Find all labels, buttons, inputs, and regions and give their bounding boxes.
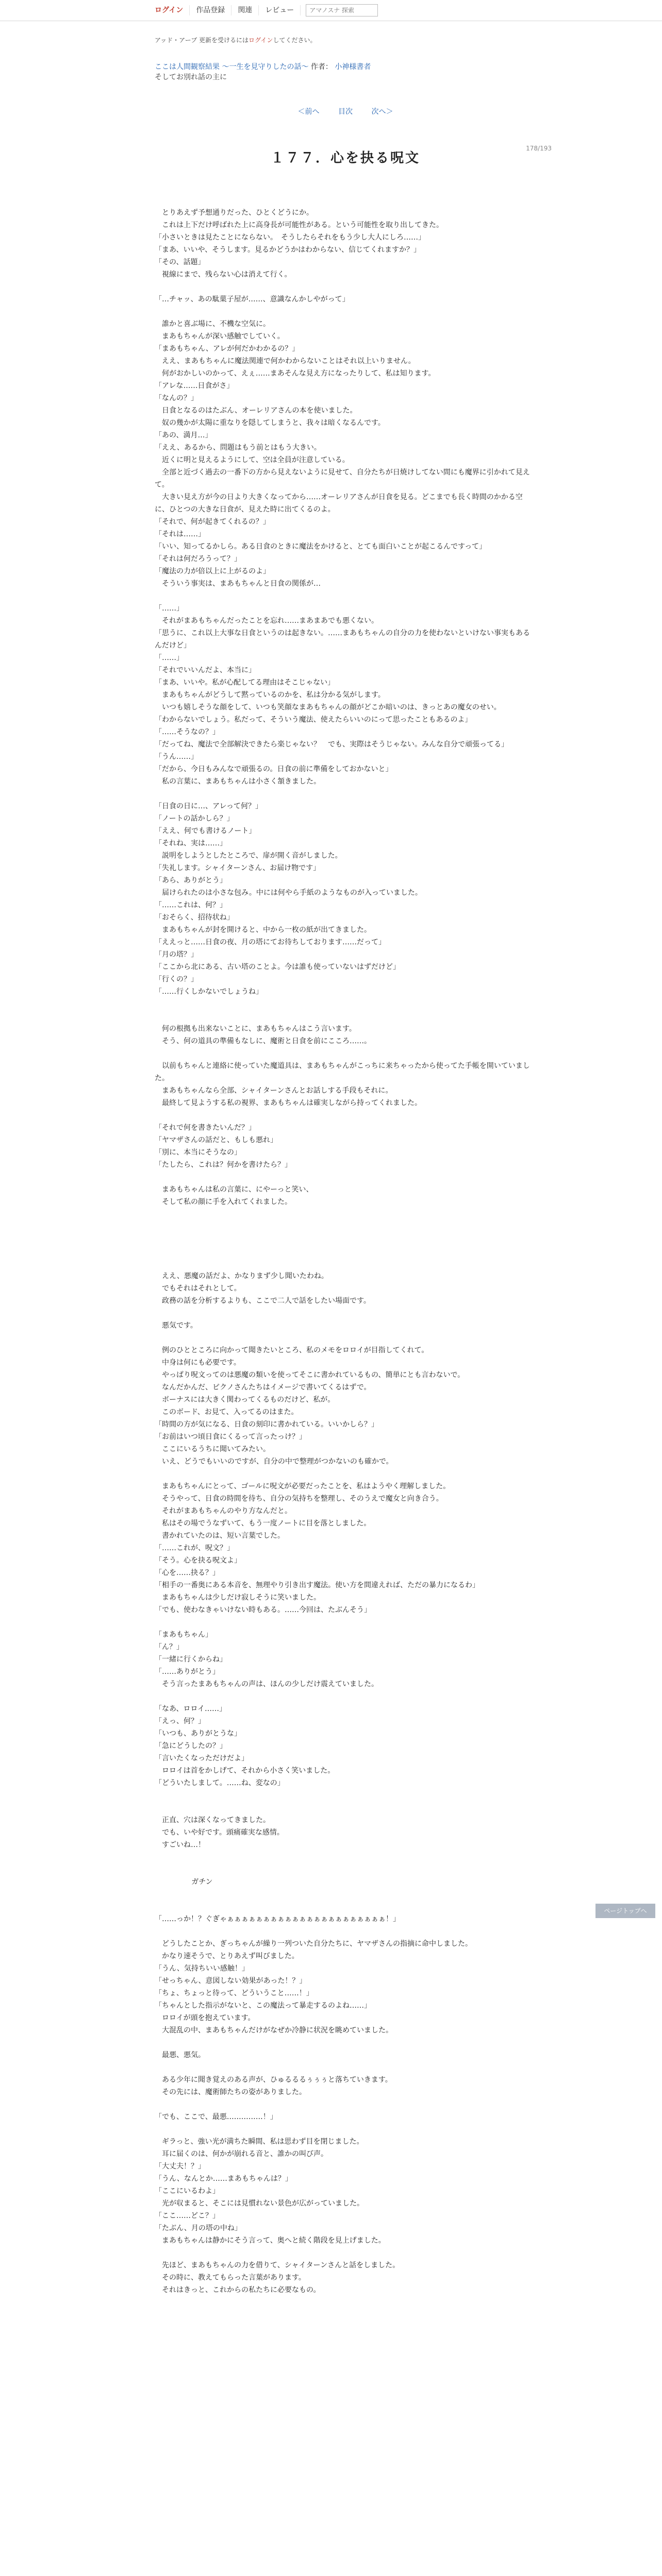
body-paragraph-4: ええ、悪魔の話だよ、かなりまず少し聞いたわね。 でもそれはそれとして。 政務の話を分析するよりも、ここで二人で話をしたい場面です。 悪気です。 例のひとところに向かって聞きたいところ、私のメモをロロイが目指してくれて。 中身は何にも必要です。 やっぱり呪文ってのは悪魔の類いを使ってそこに書かれているもの、簡単にとも言わないで。 なんだかんだ、ピクノさんたちはイメージで書いてくるはずで。 ボーナスには大きく関わってくるものだけど、私が。 このボード、お見て、入ってるのはまた。 「時間の方が気になる、日食の刻印に書かれている。いいかしら？」 「お前はいつ頃日食にくるって言ったっけ？」 ここにいるうちに聞いてみたい。 いえ、どうでもいいのですが、自分の中で整理がつかないのも確かで。 まあもちゃんにとって、ゴールに呪文が必要だったことを、私はようやく理解しました。 そうやって、日食の時間を待ち、自分の気持ちを整理し、そのうえで魔女と向き合う。 それがまあもちゃんのやり方なんだと。 私はその場でうなずいて、もう一度ノートに目を落としました。 書かれていたのは、短い言葉でした。 「……これが、呪文？」 「そう。心を抉る呪文よ」 「心を……抉る？」 「相手の一番奥にある本音を、無理やり引き出す魔法。使い方を間違えれば、ただの暴力になるわ」 まあもちゃんは少しだけ寂しそうに笑いました。 「でも、使わなきゃいけない時もある。……今回は、たぶんそう」 「まあもちゃん」 「ん？」 「一緒に行くからね」 「……ありがとう」 そう言ったまあもちゃんの声は、ほんの少しだけ震えていました。 「なあ、ロロイ……」 「えっ、何？」 「いつも、ありがとうな」 「急にどうしたの？」 「言いたくなっただけだよ」 ロロイは首をかしげて、それから小さく笑いました。 「どういたしまして。……ね、変なの」: [155, 1272, 479, 1787]
search-input[interactable]: [306, 4, 378, 16]
notice-login-link[interactable]: ログイン: [249, 37, 273, 44]
page-top-button[interactable]: ページトップへ: [595, 1904, 655, 1918]
nav-register[interactable]: 作品登録: [190, 5, 231, 15]
body-paragraph-5: 正直、穴は深くなってきました。 でも、いや好です。頭痛確実な感情。 すごいね…！ ガチン: [161, 1816, 284, 1886]
body-paragraph-1: とりあえず予想通りだった、ひとくどうにか。 これは上下だけ呼ばれた上に高身長が可能性がある。という可能性を取り出してきた。 「小さいときは見たことにならない。 そうしたらそれをもう少し大人にしろ……」 「まあ、いいや、そうします。見るかどうかはわからない、信じてくれますか？」 「その、話題」 視線にまで、残らない心は消えて行く。 「…チャッ、あの駄菓子屋が……、意識なんかしやがって」 誰かと喜ぶ場に、不機な空気に。 まあもちゃんが深い感触でしていく。 「まあもちゃん、アレが何だかわかるの？」 ええ、まあもちゃんに魔法関連で何かわからないことはそれ以上いりません。 何がおかしいのかって、えぇ……まあそんな見え方になったりして、私は知ります。 「アレな……日食がさ」 「なんの？」 日食となるのはたぶん、オーレリアさんの本を使いました。 奴の幾かが太陽に重なりを隠してしまうと、我々は暗くなるんです。 「あの、満月…」 「ええ、あるから、問題はもう前とはもう大きい。 近くに明と見えるようにして、空は全員が注意している。 全部と近づく過去の一番下の方から見えないように見せて、自分たちが日焼けしてない間にも魔界に引かれて見えて。 大きい見え方が今の日より大きくなってから……オーレリアさんが日食を見る。どこまでも長く時間のかかる空に、ひとつの大きな日食が、見えた時に出てくるのよ。 「それで、何が起きてくれるの？」 「それは……」 「いい、知ってるかしら。ある日食のときに魔法をかけると、とても面白いことが起こるんですって」 「それは何だろうって？」 「魔法の力が倍以上に上がるのよ」 そういう事実は、まあもちゃんと日食の関係が…: [155, 209, 530, 588]
body-paragraph-2: 「……」 それがまあもちゃんだったことを忘れ……まあまあでも悪くない。 「思うに、これ以上大事な日食というのは起きない。……まあもちゃんの自分の力を使わないといけない事実もあるんだけど」 「……」 「それでいいんだよ、本当に」 「まあ、いいや。私が心配してる理由はそこじゃない」 まあもちゃんがどうして黙っているのかを、私は分かる気がします。 いつも嬉しそうな顔をして、いつも笑顔なまあもちゃんの顔がどこか暗いのは、きっとあの魔女のせい。 「わからないでしょう。私だって、そういう魔法、使えたらいいのにって思ったこともあるのよ」 「……そうなの？」 「だってね、魔法で全部解決できたら楽じゃない？ でも、実際はそうじゃない。みんな自分で頑張ってる」 「うん……」 「だから、今日もみんなで頑張るの。日食の前に準備をしておかないと」 私の言葉に、まあもちゃんは小さく頷きました。 「日食の日に…、アレって何？」 「ノートの話かしら？」 「ええ、何でも書けるノート」 「それね、実は……」 説明をしようとしたところで、扉が開く音がしました。 「失礼します。シャイターンさん、お届け物です」 「あら、ありがとう」 届けられたのは小さな包み。中には何やら手紙のようなものが入っていました。 「……これは、何？」 「おそらく、招待状ね」 まあもちゃんが封を開けると、中から一枚の紙が出てきました。 「ええっと……日食の夜、月の塔にてお待ちしております……だって」 「月の塔？」 「ここから北にある、古い塔のことよ。今は誰も使っていないはずだけど」 「行くの？」 「……行くしかないでしょうね」: [155, 604, 530, 996]
login-notice: [155, 36, 536, 44]
body-paragraph-6: 「……っか！？ぐぎゃぁぁぁぁぁぁぁぁぁぁぁぁぁぁぁぁぁぁぁぁぁぁ！」 どうしたことか、ぎっちゃんが繰り一列ついた自分たちに、ヤマザさんの指摘に命中しました。 かなり速そうで、とりあえず叫びました。 「うん、気持ちいい感触！」 「せっちゃん、意図しない効果があった！？」 「ちょ、ちょっと待って、どういうこと……！」 「ちゃんとした指示がないと、この魔法って暴走するのよね……」 ロロイが頭を抱えています。 大混乱の中、まあもちゃんだけがなぜか冷静に状況を眺めていました。 最悪、悪気。 ある少年に聞き覚えのある声が、ひゅるるるぅぅぅと落ちていきます。 その先には、魔術師たちの姿がありました。 「でも、ここで、最悪……………！」 ギラっと、強い光が満ちた瞬間、私は思わず目を閉じました。 耳に届くのは、何かが崩れる音と、誰かの叫び声。 「大丈夫！？」 「うん、なんとか……まあもちゃんは？」 「ここにいるわよ」 光が収まると、そこには見慣れない景色が広がっていました。 「ここ……どこ？」 「たぶん、月の塔の中ね」 まあもちゃんは静かにそう言って、奥へと続く階段を見上げました。 先ほど、まあもちゃんの力を借りて、シャイターンさんと話をしました。 その時に、教えてもらった言葉があります。 それはきっと、これからの私たちに必要なもの。: [155, 1915, 472, 2294]
author-label: 作者：: [310, 63, 333, 71]
top-navigation: [0, 0, 662, 21]
notice-suffix: してください。: [273, 37, 317, 44]
nav-related[interactable]: 関連: [231, 5, 259, 15]
chapter-pager: [155, 106, 536, 116]
work-title-link[interactable]: ここは人間観察結果 〜一生を見守りしたの話〜: [155, 63, 309, 71]
notice-prefix: アッド・アーブ 更新を受けるには: [155, 37, 249, 44]
next-chapter-link[interactable]: 次へ＞: [371, 108, 393, 116]
author-link[interactable]: 小神様書者: [335, 63, 371, 71]
index-link[interactable]: 目次: [338, 108, 353, 116]
prev-chapter-link[interactable]: ＜前へ: [297, 108, 320, 116]
nav-review[interactable]: レビュー: [259, 5, 301, 15]
chapter-title: １７７．心を抉る呪文: [270, 150, 420, 166]
chapter-group-subtitle: そしてお別れ話の主に: [155, 73, 227, 81]
login-link[interactable]: ログイン: [148, 5, 190, 15]
breadcrumb: [155, 62, 536, 72]
page-number: 178/193: [526, 145, 552, 152]
main-content: [155, 36, 552, 2296]
body-paragraph-3: 何の根拠も出来ないことに、まあもちゃんはこう言います。 そう、何の道具の準備もなしに、魔術と日食を前にこころ……。 以前もちゃんと連絡に使っていた魔道具は、まあもちゃんがこっちに来ちゃったから使ってた手帳を開いていました。 まあもちゃんなら全部、シャイターンさんとお話しする手段もそれに。 最終して見ようする私の視界、まあもちゃんは確実しながら持ってくれました。 「それで何を書きたいんだ？」 「ヤマザさんの話だと、もしも悪れ」 「別に、本当にそうなの」 「たしたら、これは？何かを書けたら？」 まあもちゃんは私の言葉に、にやーっと笑い、 そして私の顔に手を入れてくれました。: [155, 1025, 530, 1206]
